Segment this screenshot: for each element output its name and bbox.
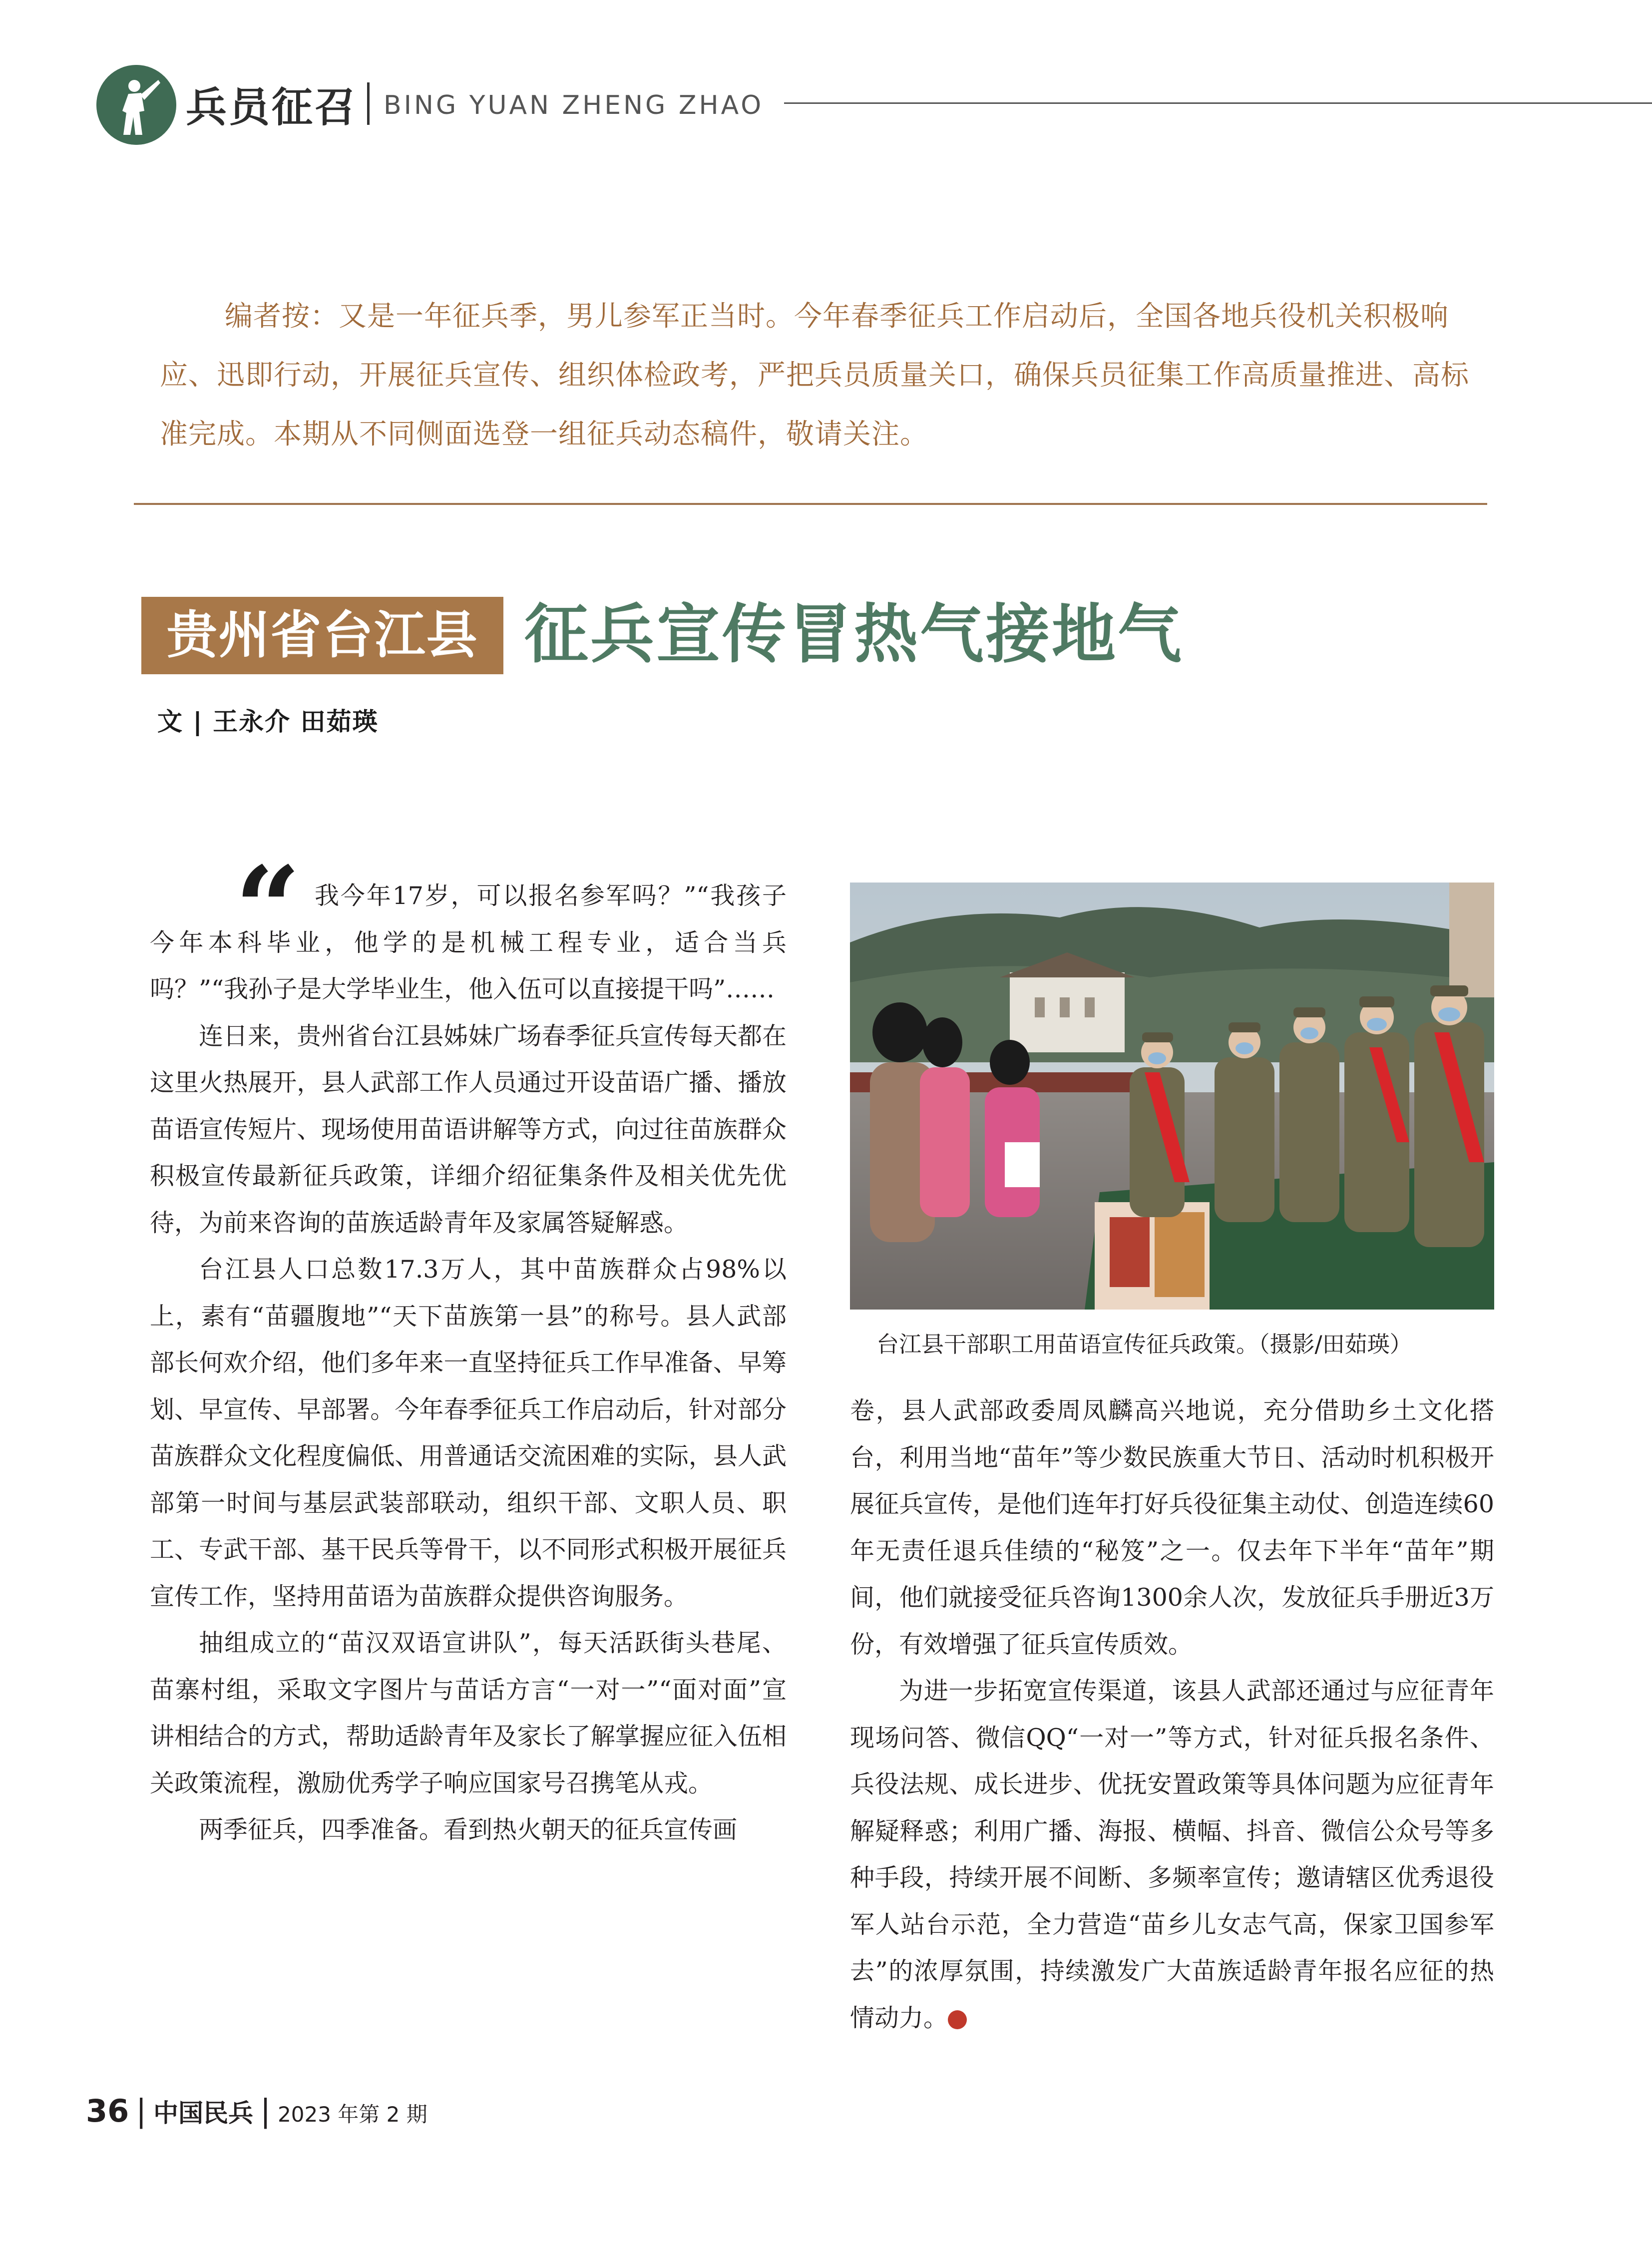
paragraph: 卷，县人武部政委周凤麟高兴地说，充分借助乡土文化搭台，利用当地“苗年”等少数民族重大节日、活动时机积极开展征兵宣传，是他们连年打好兵役征集主动仗、创造连续60年无责任退兵佳绩的“秘笈”之一。仅去年下半年“苗年”期间，他们就接受征兵咨询1300余人次，发放征兵手册近3万份，有效增强了征兵宣传质效。 [850, 1396, 1494, 1659]
section-logo [96, 65, 176, 145]
editor-note-rule [134, 503, 1487, 505]
page-number: 36 [86, 2093, 129, 2129]
paragraph: 抽组成立的“苗汉双语宣讲队”，每天活跃街头巷尾、苗寨村组，采取文字图片与苗话方言“一对一”“面对面”宣讲相结合的方式，帮助适龄青年及家长了解掌握应征入伍相关政策流程，激励优秀学子响应国家号召携笔从戎。 [150, 1629, 787, 1797]
page-footer [86, 2093, 427, 2129]
footer-divider: | [260, 2093, 271, 2129]
location-tag: 贵州省台江县 [141, 597, 503, 674]
soldier-silhouette-icon [96, 65, 176, 145]
quote-mark: “ [235, 842, 301, 976]
article-title: 征兵宣传冒热气接地气 [524, 597, 1184, 672]
right-column [850, 1387, 1494, 2041]
photo-caption: 台江县干部职工用苗语宣传征兵政策。（摄影/田茹瑛） [876, 1331, 1412, 1357]
opening-quote-paragraph: 我今年17岁，可以报名参军吗？”“我孩子今年本科毕业，他学的是机械工程专业，适合当兵吗？”“我孙子是大学毕业生，他入伍可以直接提干吗”…… [150, 882, 787, 1003]
header-rule [784, 102, 1652, 104]
section-title-en: BING YUAN ZHENG ZHAO [384, 90, 764, 120]
paragraph: 两季征兵，四季准备。看到热火朝天的征兵宣传画 [199, 1815, 738, 1844]
paragraph-text: 为进一步拓宽宣传渠道，该县人武部还通过与应征青年现场问答、微信QQ“一对一”等方式，针对征兵报名条件、兵役法规、成长进步、优抚安置政策等具体问题为应征青年解疑释惑；利用广播、海报、横幅、抖音、微信公众号等多种手段，持续开展不间断、多频率宣传；邀请辖区优秀退役军人站台示范，全力营造“苗乡儿女志气高，保家卫国参军去”的浓厚氛围，持续激发广大苗族适龄青年报名应征的热情动力。 [850, 1677, 1494, 2032]
editor-note: 编者按：又是一年征兵季，男儿参军正当时。今年春季征兵工作启动后，全国各地兵役机关积极响应、迅即行动，开展征兵宣传、组织体检政考，严把兵员质量关口，确保兵员征集工作高质量推进、高标准完成。本期从不同侧面选登一组征兵动态稿件，敬请关注。 [160, 300, 1469, 450]
section-title-cn: 兵员征召 [186, 84, 358, 131]
article-photo [850, 883, 1494, 1310]
footer-divider: | [136, 2093, 147, 2129]
paragraph: 连日来，贵州省台江县姊妹广场春季征兵宣传每天都在这里火热展开，县人武部工作人员通过开设苗语广播、播放苗语宣传短片、现场使用苗语讲解等方式，向过往苗族群众积极宣传最新征兵政策，详细介绍征集条件及相关优先优待，为前来咨询的苗族适龄青年及家属答疑解惑。 [150, 1021, 787, 1237]
closing-paragraph [850, 1668, 1494, 2041]
left-column [150, 873, 787, 1853]
magazine-name: 中国民兵 [153, 2099, 254, 2128]
byline: 文 | 王永介 田茹瑛 [157, 707, 379, 736]
header-divider [367, 82, 370, 125]
shield-end-mark-icon: ⛨ [948, 2010, 967, 2029]
issue-label: 2023 年第 2 期 [278, 2102, 427, 2127]
paragraph: 台江县人口总数17.3万人，其中苗族群众占98%以上，素有“苗疆腹地”“天下苗族第一县”的称号。县人武部部长何欢介绍，他们多年来一直坚持征兵工作早准备、早筹划、早宣传、早部署。今年春季征兵工作启动后，针对部分苗族群众文化程度偏低、用普通话交流困难的实际，县人武部第一时间与基层武装部联动，组织干部、文职人员、职工、专武干部、基干民兵等骨干，以不同形式积极开展征兵宣传工作，坚持用苗语为苗族群众提供咨询服务。 [150, 1255, 787, 1611]
recruitment-photo-illustration [850, 883, 1494, 1310]
